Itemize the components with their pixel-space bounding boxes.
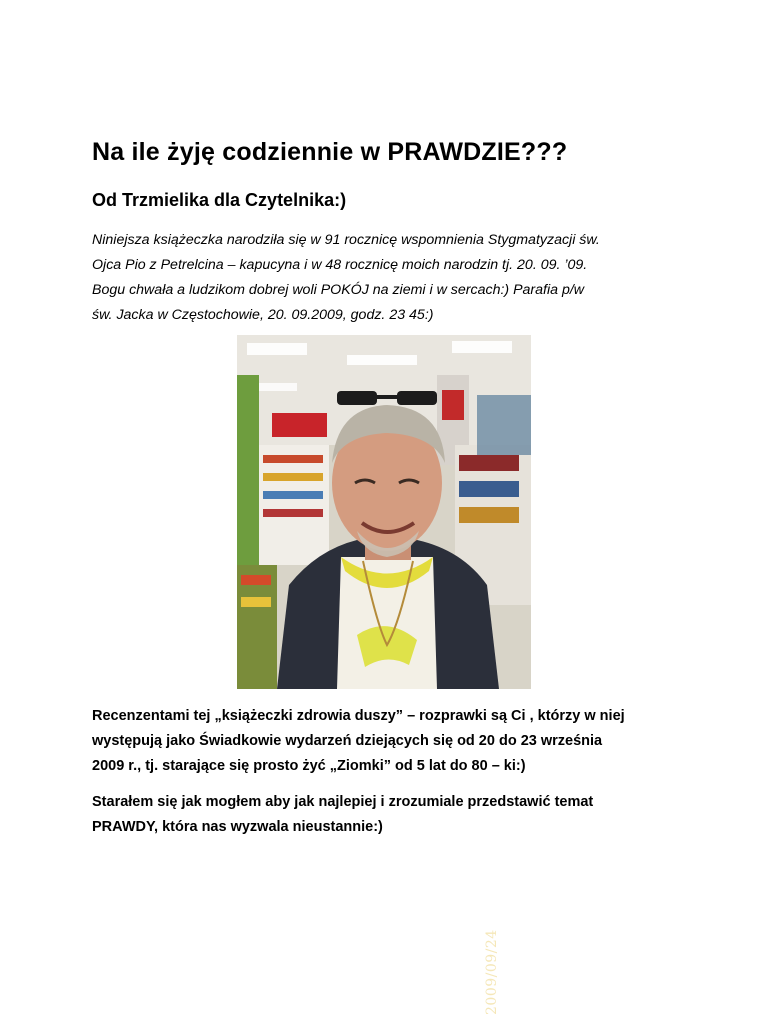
intro-line: Bogu chwała a ludzikom dobrej woli POKÓJ na ziemi i w sercach:) Parafia p/w [92, 282, 585, 298]
intro-line: Niniejsza książeczka narodziła się w 91 rocznicę wspomnienia Stygmatyzacji św. [92, 232, 600, 248]
paragraph-line: 2009 r., tj. starające się prosto żyć „Ziomki” od 5 lat do 80 – ki:) [92, 758, 526, 774]
intro-line: Ojca Pio z Petrelcina – kapucyna i w 48 rocznicę moich narodzin tj. 20. 09. ’09. [92, 257, 588, 273]
paragraph-line: PRAWDY, która nas wyzwala nieustannie:) [92, 819, 383, 835]
paragraph-line: Starałem się jak mogłem aby jak najlepiej i zrozumiale przedstawić temat [92, 794, 594, 810]
reviewers-paragraph [92, 704, 692, 779]
photo-illustration [237, 335, 531, 689]
paragraph-line: Recenzentami tej „książeczki zdrowia duszy” – rozprawki są Ci , którzy w niej [92, 708, 625, 724]
intro-paragraph [92, 228, 692, 328]
intro-line: św. Jacka w Częstochowie, 20. 09.2009, godz. 23 45:) [92, 307, 434, 323]
closing-paragraph [92, 790, 692, 840]
document-title: Na ile żyję codziennie w PRAWDZIE??? [92, 138, 568, 166]
photo-date-stamp: 2009/09/24 [484, 929, 500, 1015]
document-subtitle: Od Trzmielika dla Czytelnika:) [92, 190, 347, 210]
paragraph-line: występują jako Świadkowie wydarzeń dziejących się od 20 do 23 września [92, 733, 603, 749]
